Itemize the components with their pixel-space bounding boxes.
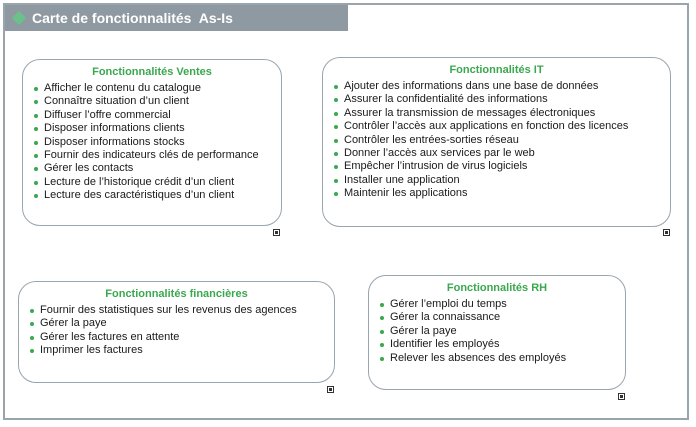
title-bar — [5, 5, 348, 31]
diagram-title: Carte de fonctionnalités As-Is — [32, 10, 233, 26]
item-list — [369, 298, 625, 365]
list-item: Assurer la transmission de messages électroniques — [333, 107, 670, 120]
expand-handle-icon[interactable] — [663, 229, 670, 236]
expand-handle-icon[interactable] — [618, 393, 625, 400]
box-title: Fonctionnalités RH — [446, 282, 548, 294]
list-item: Donner l’accès aux services par le web — [333, 147, 670, 160]
list-item: Empêcher l’intrusion de virus logiciels — [333, 160, 670, 173]
diamond-icon — [12, 11, 26, 25]
expand-handle-icon[interactable] — [273, 229, 280, 236]
list-item: Disposer informations clients — [33, 122, 281, 135]
list-item: Fournir des statistiques sur les revenus des agences — [29, 304, 334, 317]
list-item: Gérer les contacts — [33, 162, 281, 175]
box-financieres[interactable] — [18, 281, 335, 383]
list-item: Disposer informations stocks — [33, 136, 281, 149]
item-list — [23, 82, 281, 203]
list-item: Maintenir les applications — [333, 187, 670, 200]
list-item: Installer une application — [333, 174, 670, 187]
box-title: Fonctionnalités Ventes — [92, 66, 212, 78]
list-item: Gérer les factures en attente — [29, 331, 334, 344]
list-item: Imprimer les factures — [29, 344, 334, 357]
box-it[interactable] — [322, 57, 671, 227]
box-rh[interactable] — [368, 275, 626, 390]
list-item: Diffuser l’offre commercial — [33, 109, 281, 122]
list-item: Contrôler les entrées-sorties réseau — [333, 134, 670, 147]
list-item: Gérer la paye — [379, 325, 625, 338]
box-ventes[interactable] — [22, 59, 282, 226]
list-item: Identifier les employés — [379, 338, 625, 351]
list-item: Assurer la confidentialité des informations — [333, 93, 670, 106]
list-item: Lecture de l’historique crédit d’un client — [33, 176, 281, 189]
list-item: Connaître situation d’un client — [33, 95, 281, 108]
list-item: Gérer la paye — [29, 317, 334, 330]
box-title: Fonctionnalités IT — [449, 64, 544, 76]
list-item: Gérer la connaissance — [379, 311, 625, 324]
list-item: Fournir des indicateurs clés de performance — [33, 149, 281, 162]
list-item: Lecture des caractéristiques d’un client — [33, 189, 281, 202]
item-list — [19, 304, 334, 358]
list-item: Gérer l’emploi du temps — [379, 298, 625, 311]
box-title: Fonctionnalités financières — [105, 288, 248, 300]
list-item: Relever les absences des employés — [379, 352, 625, 365]
expand-handle-icon[interactable] — [327, 386, 334, 393]
list-item: Afficher le contenu du catalogue — [33, 82, 281, 95]
item-list — [323, 80, 670, 201]
list-item: Ajouter des informations dans une base de données — [333, 80, 670, 93]
list-item: Contrôler l’accès aux applications en fonction des licences — [333, 120, 670, 133]
